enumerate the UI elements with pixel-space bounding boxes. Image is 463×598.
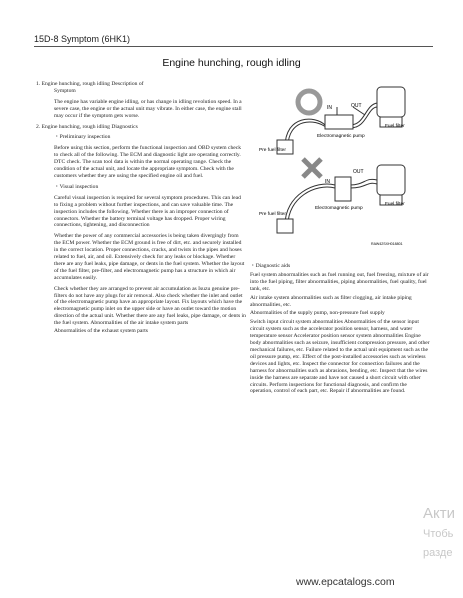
preliminary-body: Before using this section, perform the functional inspection and OBD system check to check all of the following. The ECM and diagnostic light are operating correctly. DTC check. The scan tool data is within the normal operating range. Check the condition of the actual unit, and locate the appropriate symptom. Check with the customers whether they are using the specified engine oil and fuel. <box>54 145 242 179</box>
fuel-filter-label-bottom: Fuel filter <box>385 202 405 207</box>
correct-layout <box>259 87 405 154</box>
left-column <box>36 81 246 339</box>
correct-circle-icon <box>298 91 320 113</box>
page-header: 15D-8 Symptom (6HK1) <box>34 34 131 44</box>
page-title: Engine hunching, rough idling <box>162 57 301 69</box>
pump-label-bottom: Electromagnetic pump <box>315 206 363 211</box>
in-label-top: IN <box>327 105 332 111</box>
watermark-line-2: Чтобь <box>423 528 454 540</box>
wrong-layout <box>259 159 405 246</box>
visual-body-3: Check whether they are arranged to prevent air accumulation as Isuzu genuine pre-filters do not have any plugs for air removal. Also check whether the inlet and outlet of the electromagnetic pump have an appropriate layout. Fix layouts which have the electromagnetic pump inlet on the upper side or have an outlet toward the motion direction of the actual unit. Whether there are any fuel leaks, pipe damage, or dents in the fuel system. Abnormalities of the air intake system parts <box>54 285 246 327</box>
out-label-bottom: OUT <box>353 169 364 175</box>
fuel-filter-top <box>377 87 405 117</box>
aids-air: Air intake system abnormalities such as filter clogging, air intake piping abnormalities, etc. <box>250 294 412 308</box>
aids-pump: Abnormalities of the supply pump, non-pressure fuel supply <box>250 310 385 317</box>
aids-fuel: Fuel system abnormalities such as fuel running out, fuel freezing, mixture of air into the fuel piping, filter abnormalities, piping abnormalities, fuel quality, fuel tank, etc. <box>250 271 429 292</box>
section-2-heading: 2. Engine hunching, rough idling Diagnostics <box>36 123 138 130</box>
watermark-line-3: разде <box>423 547 453 559</box>
pump-label-top: Electromagnetic pump <box>317 134 365 139</box>
pre-filter-label-top: Pre fuel filter <box>259 148 286 153</box>
pump-top <box>325 115 353 129</box>
figure-code: RAW42SXH018801 <box>371 242 403 246</box>
fuel-filter-bottom <box>377 165 405 195</box>
pump-bottom <box>335 177 351 201</box>
header-rule <box>34 46 433 47</box>
fuel-layout-diagram <box>255 85 425 255</box>
out-label-top: OUT <box>351 103 362 109</box>
preliminary-heading: ・Preliminary inspection <box>54 134 111 141</box>
fuel-filter-label-top: Fuel filter <box>385 124 405 129</box>
right-column <box>250 263 430 397</box>
pre-filter-label-bottom: Pre fuel filter <box>259 212 286 217</box>
aids-electrical: Switch input circuit system abnormalities Abnormalities of the sensor input circuit system such as the accelerator position sensor, harness, and water temperature sensor Accelerator position sensor system abnormalities Engine body abnormalities such as seizure, insufficient compression pressure, and other mechanical failures, etc. Failure related to the actual unit equipment such as the oil pressure pump, etc. Effect of the post-installed accessories such as wireless devices and lights, etc. Inspect the connector for connection failures and the harness for abnormalities such as abrasions, bending, etc. Inspect that the wires inside the harness are separate and have not caused a short circuit with other circuits. Perform inspections for functional diagnosis, and confirm the operation, control of each part, etc. Repair if abnormalities are found. <box>250 319 430 395</box>
footer-site-link[interactable]: www.epcatalogs.com <box>296 576 395 588</box>
wrong-cross-icon <box>303 159 321 177</box>
watermark-activate: Акти <box>423 505 455 522</box>
section-1-heading-cont: Symptom <box>54 87 76 94</box>
visual-body-4: Abnormalities of the exhaust system parts <box>54 328 148 335</box>
section-1-heading: 1. Engine hunching, rough idling Description of <box>36 81 144 87</box>
visual-body-2: Whether the power of any commercial accessories is being taken divergingly from the ECM power. Whether the ECM ground is free of dirt, etc. and securely installed in the correct location. Proper connections, cracks, and twists in the pipes and hoses related to fuel, air, and oil. Extensively check for any leaks or blockage. Whether there are any fuel leaks, pipe damage, or dents in the fuel system. Whether the layout of the fuel filter, pre-filter, and electromagnetic pump has a structure in which air accumulates easily. <box>54 233 245 281</box>
diagnostic-aids-heading: ・Diagnostic aids <box>250 263 291 269</box>
visual-body-1: Careful visual inspection is required for several symptom procedures. This can lead to fixing a problem without further inspections, and can save valuable time. The inspection includes the following. Whether there is an improper connection of connectors. Whether the battery terminal voltage has dropped. Proper wiring connections, tightening, and disconnection <box>54 194 241 229</box>
in-label-bottom: IN <box>325 179 330 185</box>
visual-heading: ・Visual inspection <box>54 183 99 190</box>
section-1-body: The engine has variable engine idling, or has change in idling revolution speed. In a severe case, the engine or the actual unit may vibrate. In either case, the engine stall may occur if the symptom gets worse. <box>54 98 242 119</box>
